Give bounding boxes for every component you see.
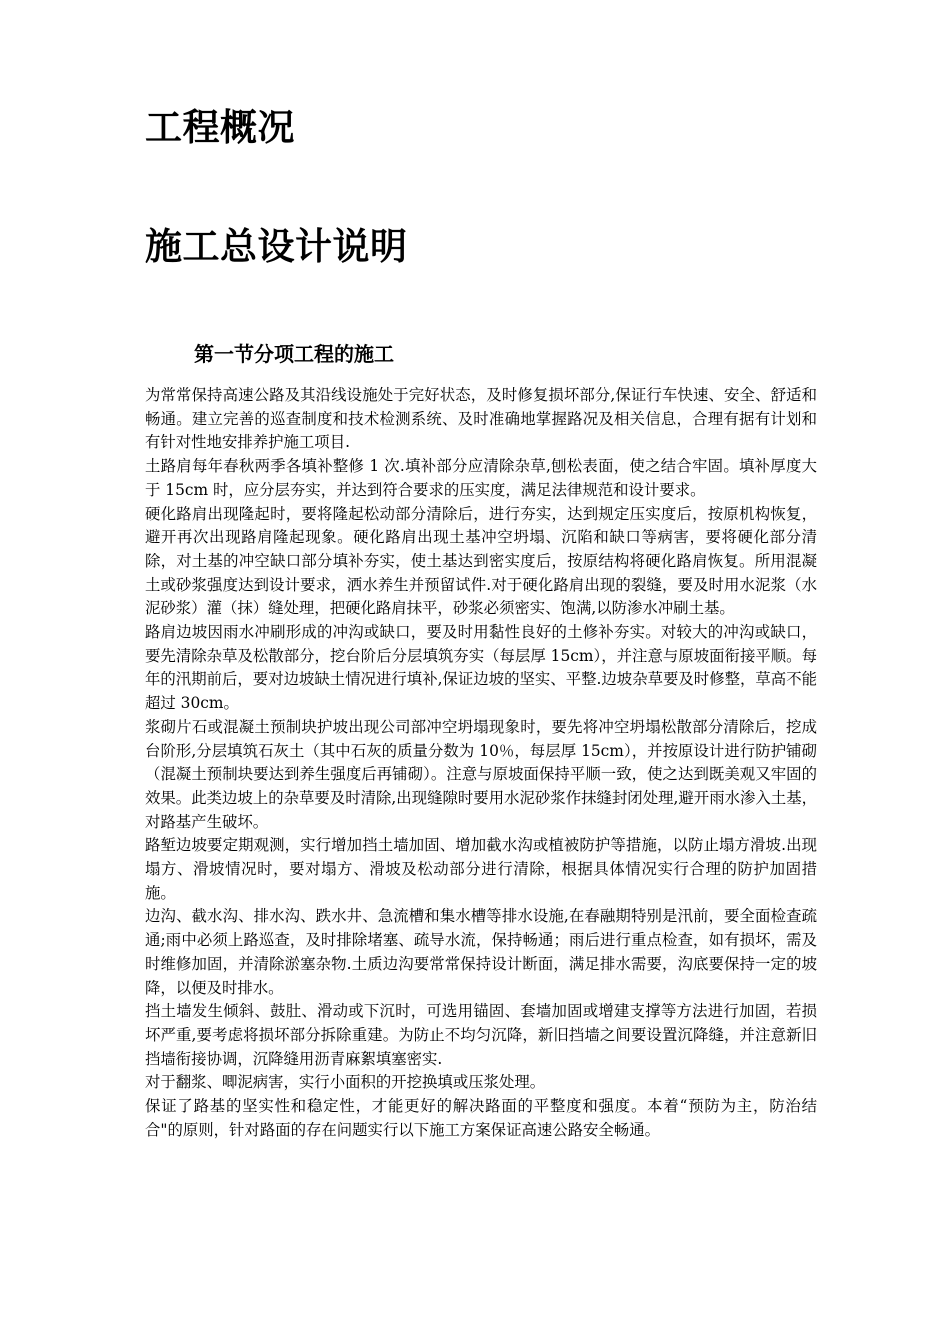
paragraph-hardened-shoulder: 硬化路肩出现隆起时，要将隆起松动部分清除后，进行夯实，达到规定压实度后，按原机构恢复，避开再次出现路肩隆起现象。硬化路肩出现土基冲空坍塌、沉陷和缺口等病害，要将硬化部分清除，对土基的冲空缺口部分填补夯实，使土基达到密实度后，按原结构将硬化路肩恢复。所用混凝土或砂浆强度达到设计要求，洒水养生并预留试件.对于硬化路肩出现的裂缝，要及时用水泥浆（水泥砂浆）灌（抹）缝处理，把硬化路肩抹平，砂浆必须密实、饱满,以防渗水冲刷土基。 (145, 504, 817, 618)
section-heading: 第一节分项工程的施工 (194, 342, 394, 366)
paragraph-retaining-wall: 挡土墙发生倾斜、鼓肚、滑动或下沉时，可选用锚固、套墙加固或增建支撑等方法进行加固，若损坏严重,要考虑将损坏部分拆除重建。为防止不均匀沉降，新旧挡墙之间要设置沉降缝，并注意新旧挡墙衔接协调，沉降缝用沥青麻絮填塞密实. (145, 1002, 817, 1068)
paragraph-earth-shoulder: 土路肩每年春秋两季各填补整修 1 次.填补部分应清除杂草,刨松表面，使之结合牢固。填补厚度大于 15cm 时，应分层夯实，并达到符合要求的压实度，满足法律规范和设计要求。 (145, 457, 817, 499)
heading-project-overview: 工程概况 (145, 106, 295, 149)
paragraph-shoulder-slope: 路肩边坡因雨水冲刷形成的冲沟或缺口，要及时用黏性良好的土修补夯实。对较大的冲沟或缺口，要先清除杂草及松散部分，挖台阶后分层填筑夯实（每层厚 15cm），并注意与原坡面衔接平顺。每年的汛期前后，要对边坡缺土情况进行填补,保证边坡的坚实、平整.边坡杂草要及时修整，草高不能超过 30cm。 (145, 623, 817, 713)
paragraph-maintenance-goal: 为常常保持高速公路及其沿线设施处于完好状态，及时修复损坏部分,保证行车快速、安全、舒适和畅通。建立完善的巡查制度和技术检测系统、及时准确地掌握路况及相关信息，合理有据有计划和有针对性地安排养护施工项目. (145, 386, 817, 452)
paragraph-cutting-slope: 路堑边坡要定期观测，实行增加挡土墙加固、增加截水沟或植被防护等措施，以防止塌方滑坡.出现塌方、滑坡情况时，要对塌方、滑坡及松动部分进行清除，根据具体情况实行合理的防护加固措施。 (145, 836, 817, 902)
paragraph-conclusion: 保证了路基的坚实性和稳定性，才能更好的解决路面的平整度和强度。本着“预防为主，防治结合"的原则，针对路面的存在问题实行以下施工方案保证高速公路安全畅通。 (145, 1097, 817, 1139)
paragraph-drainage: 边沟、截水沟、排水沟、跌水井、急流槽和集水槽等排水设施,在春融期特别是汛前，要全面检查疏通;雨中必须上路巡查，及时排除堵塞、疏导水流，保持畅通；雨后进行重点检查，如有损坏，需及时维修加固，并清除淤塞杂物.土质边沟要常常保持设计断面，满足排水需要，沟底要保持一定的坡降，以便及时排水。 (145, 907, 817, 997)
paragraph-frost-boiling: 对于翻浆、唧泥病害，实行小面积的开挖换填或压浆处理。 (145, 1073, 546, 1092)
paragraph-slope-protection: 浆砌片石或混凝土预制块护坡出现公司部冲空坍塌现象时，要先将冲空坍塌松散部分清除后，挖成台阶形,分层填筑石灰土（其中石灰的质量分数为 10％，每层厚 15cm），并按原设计进行防护铺砌（混凝土预制块要达到养生强度后再铺砌）。注意与原坡面保持平顺一致，使之达到既美观又牢固的效果。此类边坡上的杂草要及时清除,出现缝隙时要用水泥砂浆作抹缝封闭处理,避开雨水渗入土基，对路基产生破坏。 (145, 717, 817, 831)
body-text (145, 384, 817, 1143)
heading-general-design-notes: 施工总设计说明 (145, 225, 408, 268)
